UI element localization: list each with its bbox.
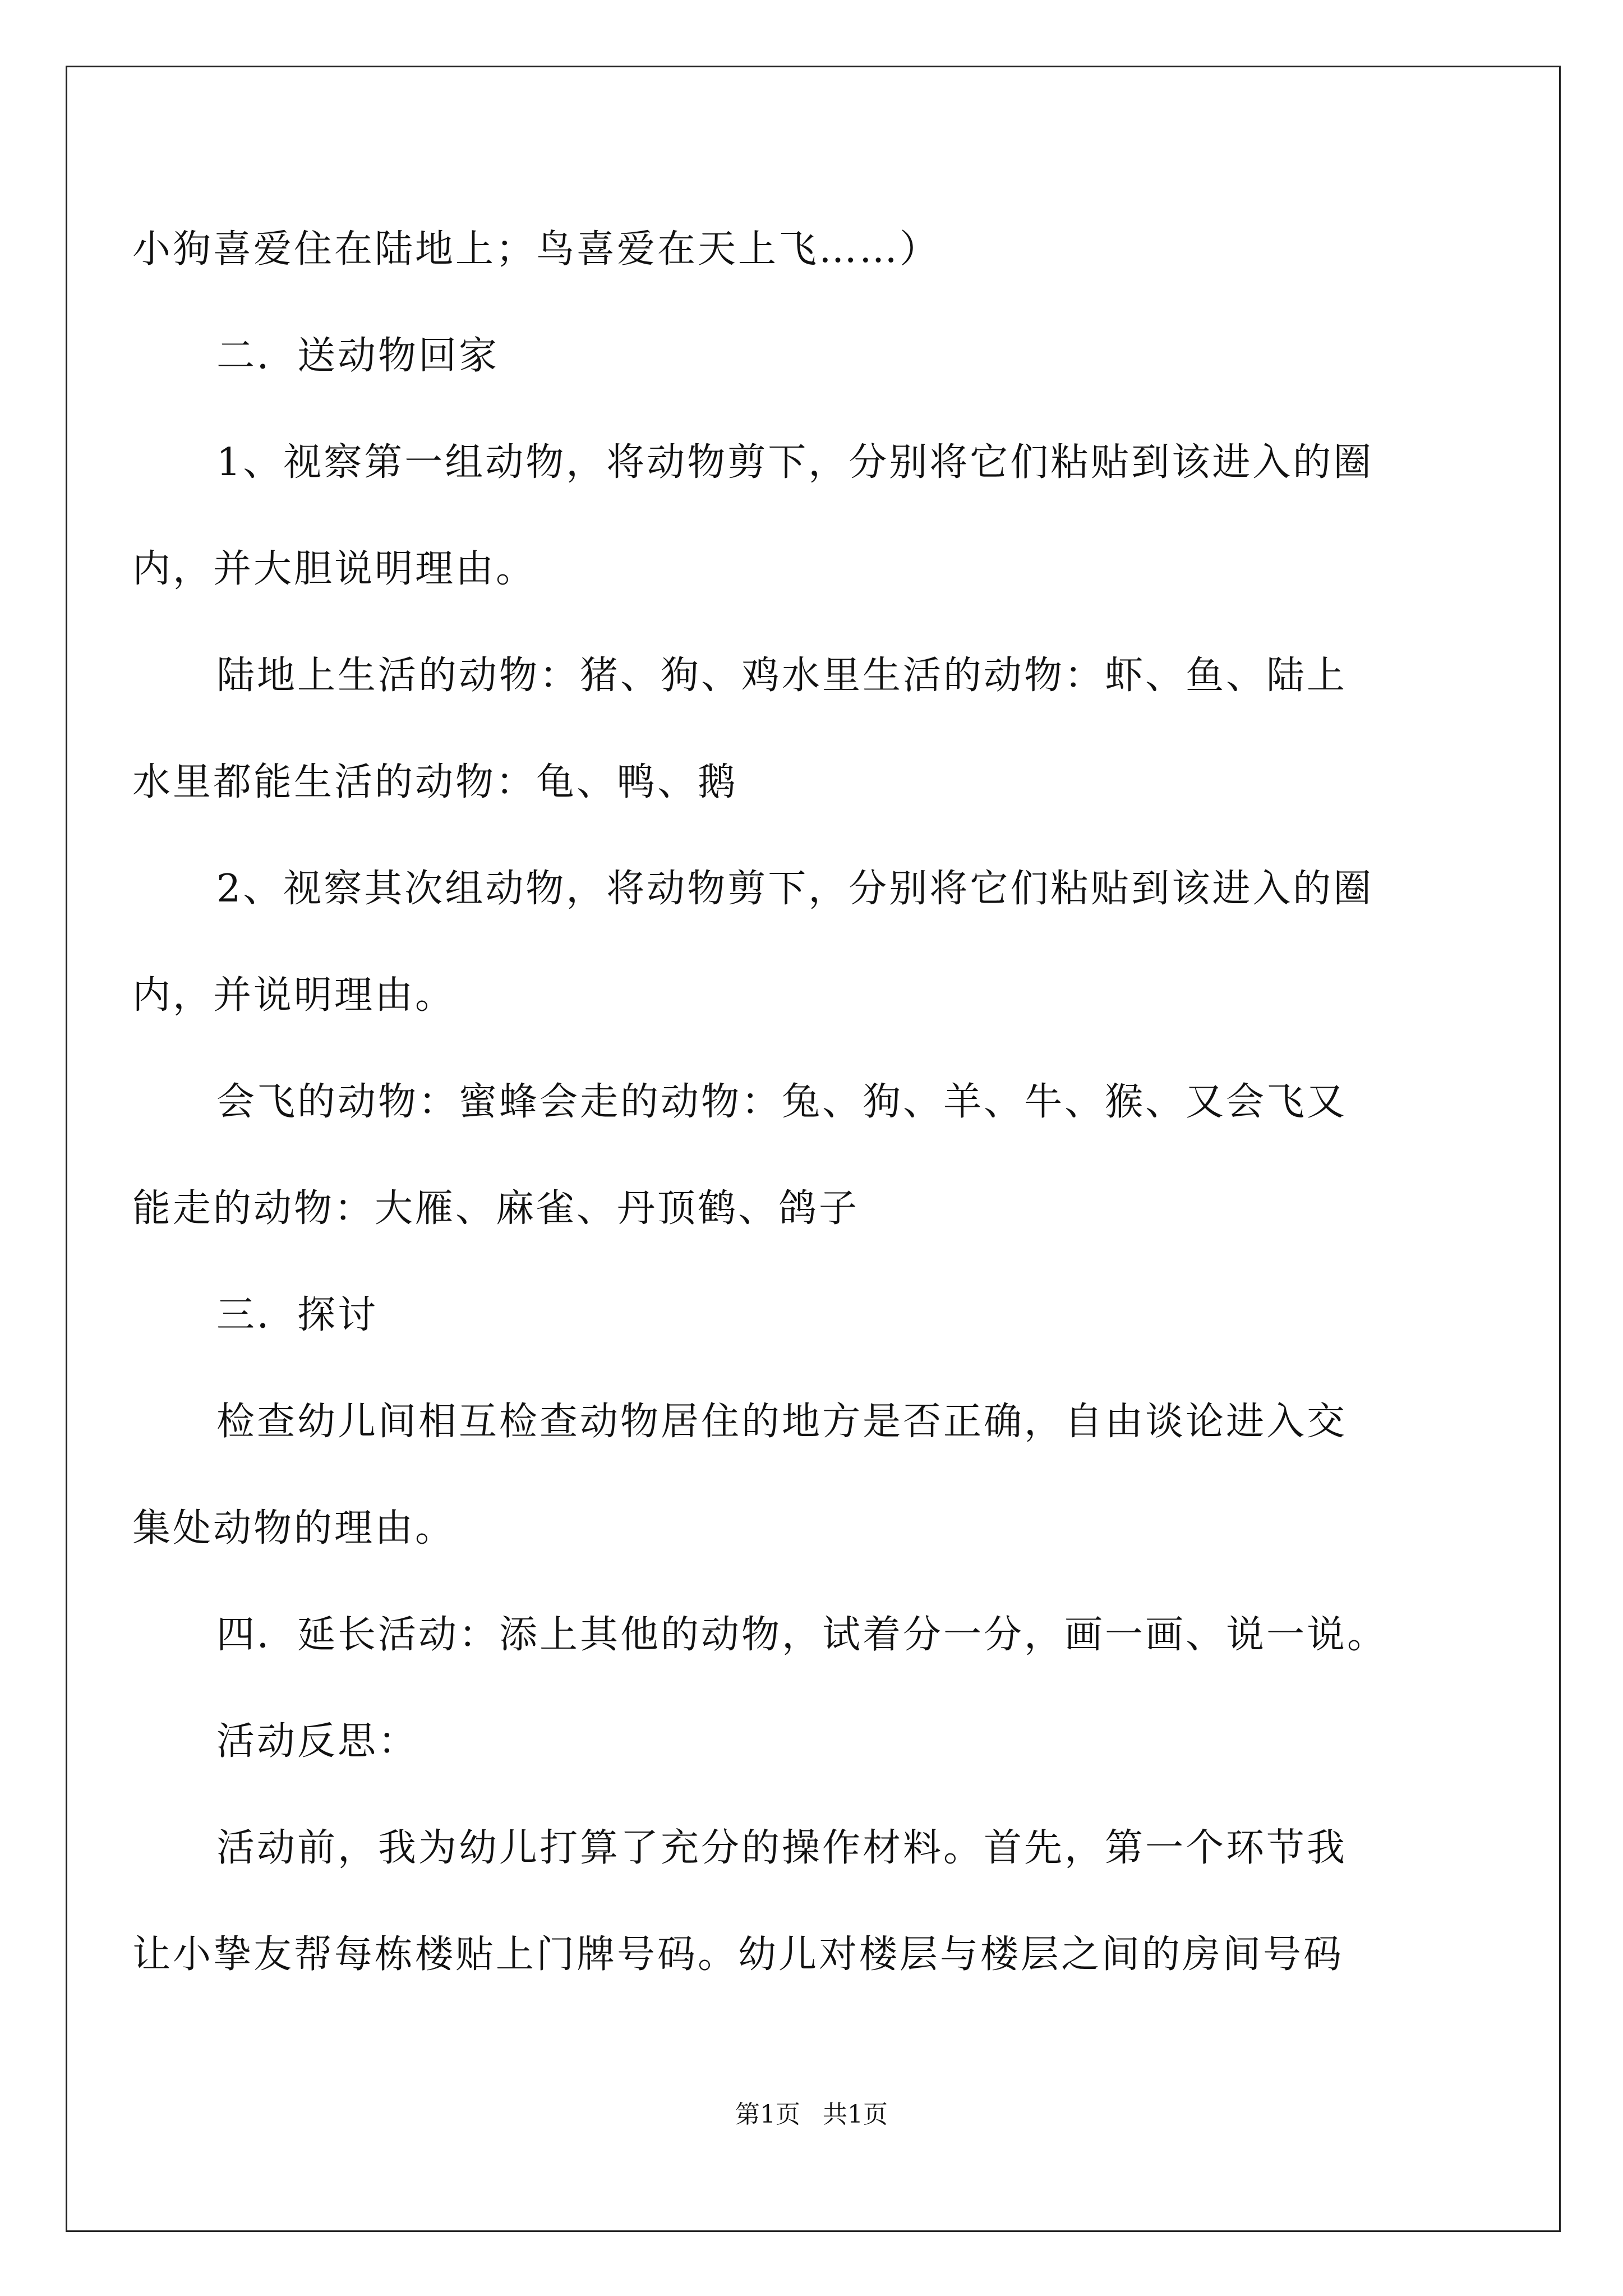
text-line: 2、视察其次组动物，将动物剪下，分别将它们粘贴到该进入的圈 xyxy=(216,867,1374,911)
section-heading: 四．延长活动：添上其他的动物，试着分一分，画一画、说一说。 xyxy=(216,1613,1388,1657)
text-line: 内，并大胆说明理由。 xyxy=(132,547,537,591)
text-line: 会飞的动物：蜜蜂会走的动物：兔、狗、羊、牛、猴、又会飞又 xyxy=(216,1080,1348,1124)
text-line: 活动前，我为幼儿打算了充分的操作材料。首先，第一个环节我 xyxy=(216,1826,1348,1870)
text-line: 检查幼儿间相互检查动物居住的地方是否正确，自由谈论进入交 xyxy=(216,1400,1348,1444)
text-line: 能走的动物：大雁、麻雀、丹顶鹤、鸽子 xyxy=(132,1186,860,1231)
text-line: 1、视察第一组动物，将动物剪下，分别将它们粘贴到该进入的圈 xyxy=(216,440,1374,485)
section-heading: 活动反思： xyxy=(216,1719,419,1764)
text-line: 集处动物的理由。 xyxy=(132,1506,456,1550)
section-heading: 三．探讨 xyxy=(216,1293,379,1337)
text-line: 小狗喜爱住在陆地上；鸟喜爱在天上飞……） xyxy=(132,227,940,272)
section-heading: 二．送动物回家 xyxy=(216,334,500,378)
page-total: 共1页 xyxy=(823,2100,888,2129)
page-footer xyxy=(0,2098,1623,2132)
text-line: 让小挚友帮每栋楼贴上门牌号码。幼儿对楼层与楼层之间的房间号码 xyxy=(132,1932,1344,1977)
text-line: 水里都能生活的动物：龟、鸭、鹅 xyxy=(132,760,739,804)
text-line: 陆地上生活的动物：猪、狗、鸡水里生活的动物：虾、鱼、陆上 xyxy=(216,654,1348,698)
page-border xyxy=(66,66,1561,2232)
page-number: 第1页 xyxy=(735,2100,800,2129)
text-line: 内，并说明理由。 xyxy=(132,973,456,1018)
